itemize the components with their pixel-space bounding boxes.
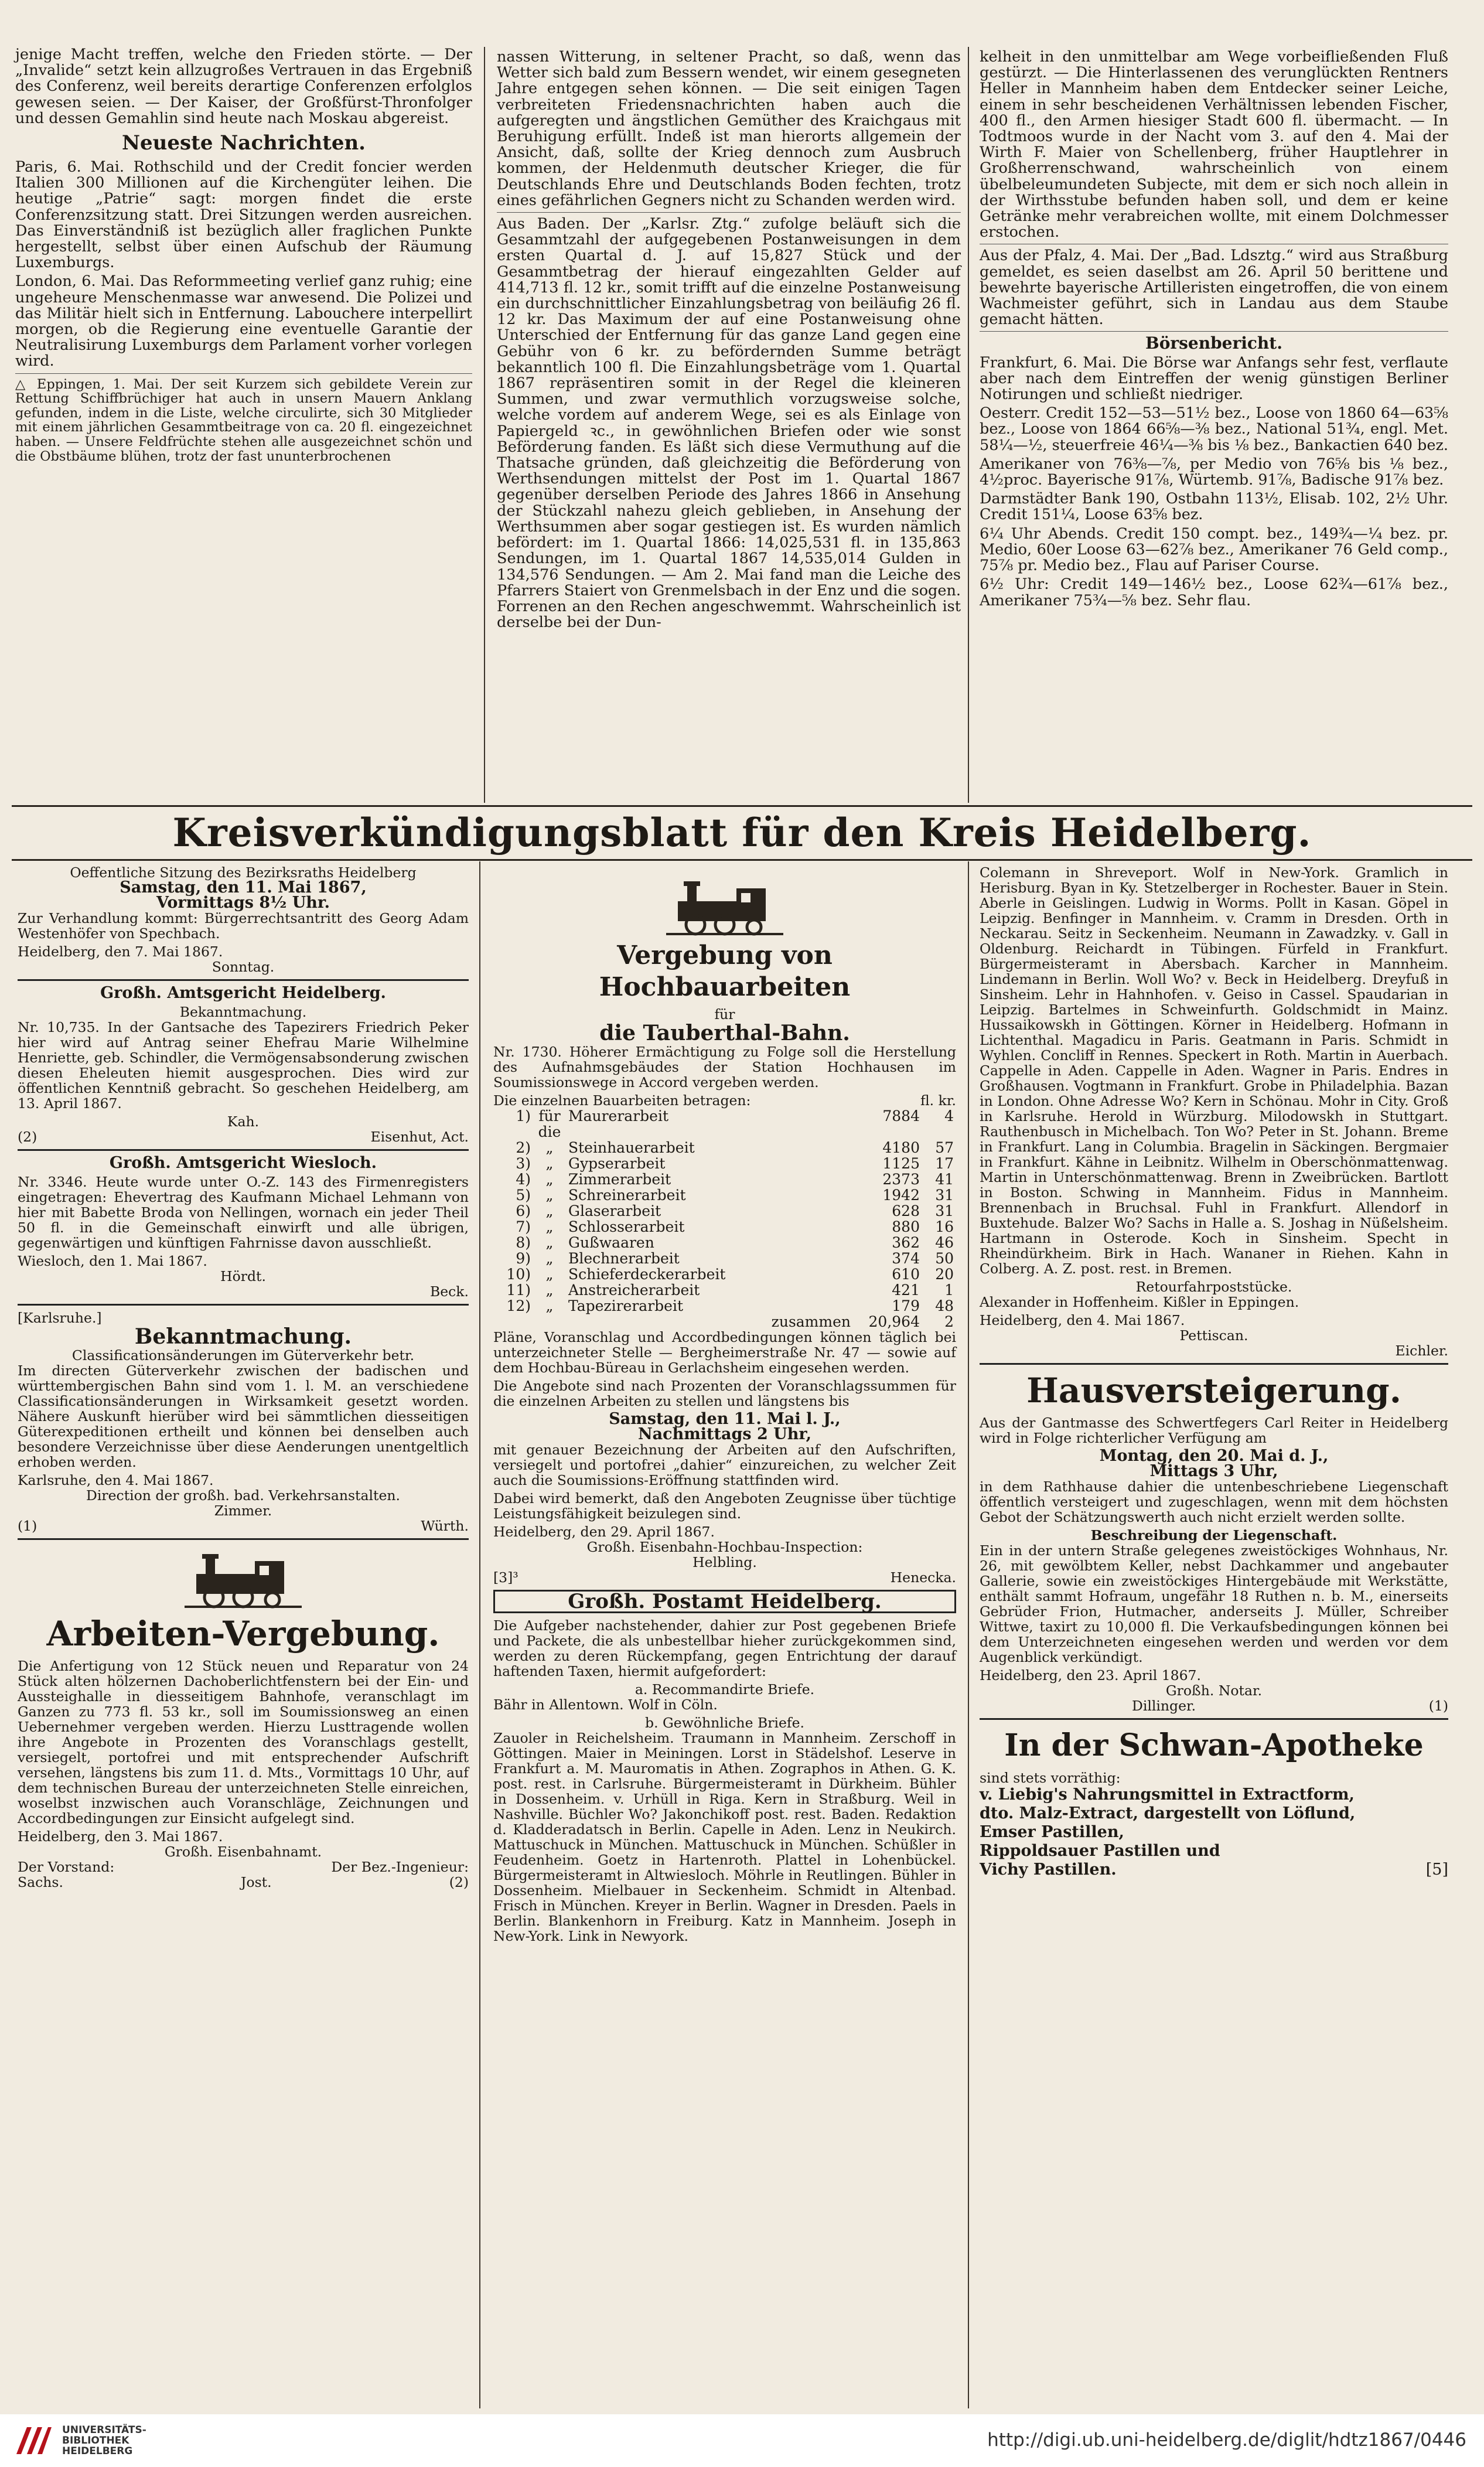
costs-cell-fl: 628 [892, 1202, 920, 1219]
costs-cell-fl: 374 [892, 1250, 920, 1267]
costs-cell-s: „ [545, 1297, 554, 1314]
notice-line-2: Samstag, den 11. Mai 1867, [120, 878, 367, 897]
notice-body: Nr. 3346. Heute wurde unter O.-Z. 143 des Firmenregisters eingetragen: Ehevertrag des Kaufmann Michael Lehmann von hier mit Babette Broda von Nellingen, wornach ein jeder Theil 50 fl. in die Gemeinschaft einwirft und alle übrigen, gegenwärtigen und künftigen Fahrnisse davon ausschließt. [18, 1174, 469, 1251]
costs-cell-n: 10) [506, 1266, 531, 1283]
auction-time: Mittags 3 Uhr, [1149, 1462, 1278, 1480]
costs-cell-s: „ [545, 1187, 554, 1204]
divider [18, 979, 469, 981]
costs-cell-n: 12) [506, 1297, 531, 1314]
hochbau-intro: Nr. 1730. Höherer Ermächtigung zu Folge soll die Herstellung des Aufnahmsgebäudes der Station Hochhausen im Soumissionswege in Accord vergeben werden. [493, 1044, 956, 1091]
costs-cell-fl: 610 [892, 1266, 920, 1283]
notice-date: Karlsruhe, den 4. Mai 1867. [18, 1472, 214, 1488]
costs-row [493, 1187, 956, 1203]
notice-signature: Kah. [227, 1113, 260, 1130]
locomotive-icon [185, 1545, 302, 1609]
divider [15, 373, 472, 374]
notice-amtsgericht-heidelberg [18, 986, 469, 1144]
costs-cell-kr: 50 [935, 1250, 954, 1267]
notice-body: Im directen Güterverkehr zwischen der badischen und württembergischen Bahn sind vom 1. l. M. an verschiedene Classificationsänderungen in Wirksamkeit gesetzt worden. Nähere Auskunft hierüber wird bei sämmtlichen diesseitigen Güterexpeditionen ertheilt und können bei denselben auch besondere Verzeichnisse über diese Aenderungen unentgeltlich erhoben werden. [18, 1362, 469, 1470]
costs-cell-label: Tapezirerarbeit [568, 1297, 683, 1314]
costs-cell-label: Gußwaaren [568, 1234, 654, 1251]
top-column-3 [980, 49, 1448, 612]
library-name [62, 2425, 146, 2456]
costs-cell-kr: 4 [944, 1108, 954, 1125]
notice-org: Großh. Eisenbahnamt. [164, 1844, 322, 1860]
costs-row [493, 1219, 956, 1235]
costs-cell-s: „ [545, 1218, 554, 1235]
notice-subtitle: Bekanntmachung. [179, 1004, 307, 1020]
news-eppingen: △ Eppingen, 1. Mai. Der seit Kurzem sich gebildete Verein zur Rettung Schiffbrüchiger hat auch in unsern Mauern Anklang gefunden, indem in die Liste, welche circulirte, sich 30 Mitglieder mit einem jährlichen Gesammtbeitrage von ca. 20 fl. eingezeichnet haben. — Unsere Feldfrüchte stehen alle ausgezeichnet schön und die Obstbäume blühen, trotz der fast ununterbrochenen [15, 376, 472, 464]
hochbau-title-for: für [714, 1006, 735, 1023]
notice-line-1: Oeffentliche Sitzung des Bezirksraths Heidelberg [70, 864, 417, 881]
news-heading: Neueste Nachrichten. [121, 131, 366, 155]
costs-heading: Die einzelnen Bauarbeiten betragen: [493, 1092, 751, 1109]
costs-row [493, 1203, 956, 1219]
costs-cell-fl: 4180 [882, 1139, 920, 1156]
costs-total-row [493, 1314, 956, 1330]
property-description: Ein in der untern Straße gelegenes zweistöckiges Wohnhaus, Nr. 26, mit gewölbtem Keller, nebst Dachkammer und angebauter Gallerie, sowie ein zweistöckiges Hintergebäude mit Werkstätte, enthält sammt Hofraum, ungefähr 18 Ruthen n. b. M., einerseits Gebrüder Frion, Hutmacher, anderseits J. Müller, Schreiber Wittwe, taxirt zu 10,000 fl. Die Verkaufsbedingungen können bei dem Unterzeichneten eingesehen werden und werden vor dem Augenblick verkündigt. [980, 1542, 1448, 1665]
hochbau-p1: Pläne, Voranschlag und Accordbedingungen können täglich bei unterzeichneter Stelle — Bergheimerstraße Nr. 47 — sowie auf dem Hochbau-Büreau in Gerlachsheim eingesehen werden. [493, 1329, 956, 1376]
costs-cell-fl: 179 [892, 1297, 920, 1314]
auction-date-2: Heidelberg, den 23. April 1867. [980, 1667, 1201, 1684]
notice-signature-2: Eisenhut, Act. [370, 1129, 469, 1145]
hochbau-p4: Dabei wird bemerkt, daß den Angeboten Zeugnisse über tüchtige Leistungsfähigkeit beizulegen sind. [493, 1490, 956, 1522]
stock-darmstaedter: Darmstädter Bank 190, Ostbahn 113½, Elisab. 102, 2½ Uhr. Credit 151¼, Loose 63⅝ bez. [980, 490, 1448, 524]
auction-p1: Aus der Gantmasse des Schwertfegers Carl Reiter in Heidelberg wird in Folge richterlicher Verfügung am [980, 1415, 1448, 1446]
notice-title: Großh. Amtsgericht Wiesloch. [109, 1154, 377, 1172]
apotheke-item: dto. Malz-Extract, dargestellt von Löflund, [980, 1804, 1356, 1822]
costs-cell-s: „ [545, 1266, 554, 1283]
stock-evening: 6¼ Uhr Abends. Credit 150 compt. bez., 149¾—¼ bez. pr. Medio, 60er Loose 63—62⅞ bez., Amerikaner 76 Geld comp., 75⅞ pr. Medio bez., Flau auf Pariser Course. [980, 524, 1448, 575]
costs-cell-kr: 31 [935, 1187, 954, 1204]
costs-cell-kr: 48 [935, 1297, 954, 1314]
divider [980, 1363, 1448, 1365]
notice-signature-2: Beck. [429, 1283, 469, 1300]
column-rule [479, 861, 480, 2408]
post-signature-2: Eichler. [1395, 1342, 1448, 1359]
left-column [18, 865, 469, 1890]
postamt-section-b-text: Zauoler in Reichelsheim. Traumann in Mannheim. Zerschoff in Göttingen. Maier in Meiningen. Lorst in Städelshof. Leserve in Frankfurt a. M. Mauromatis in Athen. Zographos in Athen. G. K. post. rest. in Carlsruhe. Bürgermeisteramt in Dürkheim. Bühler in Dossenheim. v. Urhüll in Riga. Kern in Straßburg. Weil in Nashville. Büchler Wo? Jakonchikoff post. rest. Baden. Redaktion d. Kladderadatsch in Berlin. Capelle in Aden. Lenz in Neukirch. Mattuschuck in München. Mattuschuck in München. Schüßler in Feudenheim. Goetz in Hartenroth. Plattel in Lohenbückel. Bürgermeisteramt in Altwiesloch. Möhrle in Reutlingen. Bühler in Dossenheim. Mielbauer in Seckenheim. Schmidt in Altenbad. Frisch in München. Kreyer in Berlin. Wagner in Dresden. Paels in Berlin. Blankenhorn in Freiburg. Katz in Mannheim. Joseph in New-York. Link in Newyork. [493, 1730, 956, 1944]
costs-cell-fl: 421 [892, 1282, 920, 1299]
stock-amerikaner: Amerikaner von 76⅜—⅞, per Medio von 76⅝ bis ⅛ bez., 4½proc. Bayerische 91⅞, Würtemb. 91⅞, Badische 91⅞ bez. [980, 455, 1448, 489]
costs-cell-n: 6) [516, 1202, 531, 1219]
notice-body: Nr. 10,735. In der Gantsache des Tapezirers Friedrich Peker hier wird auf Antrag seiner Ehefrau Marie Wilhelmine Henriette, geb. Schindler, die Vermögensabsonderung zwischen diesen Eheleuten hiemit ausgesprochen. Dies wird zur öffentlichen Kenntniß gebracht. So geschehen Heidelberg, am 13. April 1867. [18, 1019, 469, 1112]
library-name-line-1: UNIVERSITÄTS- [62, 2424, 146, 2436]
costs-cell-label: Schlosserarbeit [568, 1218, 685, 1235]
apotheke-item: Rippoldsauer Pastillen und [980, 1842, 1220, 1860]
middle-column [493, 868, 956, 1947]
divider [18, 1538, 469, 1540]
notice-tag: [Karlsruhe.] [18, 1310, 102, 1326]
hochbau-title-line: die Tauberthal-Bahn. [599, 1021, 850, 1045]
hochbau-signature-2: Henecka. [890, 1569, 956, 1586]
costs-cell-n: 4) [516, 1171, 531, 1188]
hochbau-org: Großh. Eisenbahn-Hochbau-Inspection: [586, 1539, 863, 1555]
divider [497, 212, 961, 213]
costs-cell-label: Gypserarbeit [568, 1155, 666, 1172]
notice-karlsruhe [18, 1310, 469, 1534]
costs-cell-s: „ [545, 1139, 554, 1156]
costs-total-kr: 2 [944, 1313, 954, 1330]
apotheke-item: Emser Pastillen, [980, 1823, 1124, 1841]
costs-cell-fl: 2373 [882, 1171, 920, 1188]
costs-cell-kr: 16 [935, 1218, 954, 1235]
notice-subtitle: Classificationsänderungen im Güterverkehr betr. [71, 1347, 415, 1364]
costs-row [493, 1282, 956, 1298]
news-baden: Aus Baden. Der „Karlsr. Ztg.“ zufolge beläuft sich die Gesammtzahl der aufgegebenen Postanweisungen in dem ersten Quartal d. J. auf 15,827 Stück und der Gesammtbetrag der hierauf eingezahlten Gelder auf 414,713 fl. 12 kr., somit trifft auf die einzelne Postanweisung ein durchschnittlicher Einzahlungsbetrag von beiläufig 26 fl. 12 kr. Das Maximum der auf eine Postanweisung ohne Unterschied der Entfernung für das ganze Land gegen eine Gebühr von 6 kr. zu befördernden Summe beträgt bekanntlich 100 fl. Die Einzahlungsbeträge vom 1. Quartal 1867 repräsentiren somit in der Regel die kleineren Summen, und zwar vermuthlich vorzugsweise solche, welche vordem auf anderem Wege, sei es als Einlage von Papiergeld ꝛc., in gewöhnlichen Briefen oder wie sonst Beförderung fanden. Es läßt sich diese Vermuthung auf die Thatsache gründen, daß gleichzeitig die Beförderung von Werthsendungen mittelst der Post im 1. Quartal 1867 gegenüber derselben Periode des Jahres 1866 in Ansehung der Stückzahl nahezu gleich geblieben, in Ansehung der Werthsummen aber sogar gestiegen ist. Es wurden nämlich befördert: im 1. Quartal 1866: 14,025,531 fl. in 135,863 Sendungen, im 1. Quartal 1867 14,535,014 Gulden in 134,576 Sendungen. — Am 2. Mai fand man die Leiche des Pfarrers Staiert von Grenmelsbach in der Enz und die sogen. Forrenen an den Rechen angeschwemmt. Wahrscheinlich ist derselbe bei der Dun- [497, 215, 961, 632]
costs-table [493, 1108, 956, 1330]
notice-bezirksrath [18, 865, 469, 974]
news-paris: Paris, 6. Mai. Rothschild und der Credit foncier werden Italien 300 Millionen auf die Kirchengüter leihen. Die heutige „Patrie“ sagt: morgen findet die erste Conferenzsitzung statt. Drei Sitzungen werden ausreichen. Das Einverständniß ist bezüglich aller fraglichen Punkte hergestellt, selbst über einen Aufschub der Räumung Luxemburgs. [15, 158, 472, 272]
costs-cell-s: „ [545, 1282, 554, 1299]
hochbau-title: Vergebung von Hochbauarbeiten [599, 941, 851, 1002]
top-col1-lead: jenige Macht treffen, welche den Frieden störte. — Der „Invalide“ setzt kein allzugroßes Vertrauen in das Ergebniß des Conferenz, weil bereits derartige Conferenzen erfolglos gewesen seien. — Der Kaiser, der Großfürst-Thronfolger und dessen Gemahlin sind heute nach Moskau abgereist. [15, 46, 472, 127]
banner-rule-top [12, 805, 1472, 807]
divider [18, 1304, 469, 1306]
costs-cell-s: für die [538, 1108, 561, 1140]
notice-label-2: Der Bez.-Ingenieur: [331, 1859, 469, 1875]
costs-cell-n: 11) [506, 1282, 531, 1299]
costs-cell-kr: 31 [935, 1202, 954, 1219]
notice-number: (1) [18, 1518, 37, 1534]
costs-row [493, 1108, 956, 1140]
notice-title: Arbeiten-Vergebung. [46, 1614, 440, 1654]
costs-cell-s: „ [545, 1250, 554, 1267]
stock-oesterr: Oesterr. Credit 152—53—51½ bez., Loose von 1860 64—63⅝ bez., Loose von 1864 66⅝—⅜ bez., National 51¾, engl. Met. 58¼—½, steuerfreie 46¼—⅜ bis ⅛ bez., Bankactien 640 bez. [980, 404, 1448, 454]
notice-org: Direction der großh. bad. Verkehrsanstalten. [86, 1487, 400, 1504]
retour-heading: Retourfahrpoststücke. [1135, 1279, 1292, 1295]
costs-cell-fl: 7884 [882, 1108, 920, 1125]
library-logo-icon [14, 2425, 53, 2455]
divider [18, 1149, 469, 1151]
costs-row [493, 1250, 956, 1266]
retour-text: Alexander in Hoffenheim. Kißler in Eppingen. [980, 1294, 1299, 1310]
costs-cell-s: „ [545, 1155, 554, 1172]
post-signature: Pettiscan. [1179, 1327, 1248, 1344]
costs-cell-n: 2) [516, 1139, 531, 1156]
hochbau-signature: Helbling. [692, 1554, 757, 1570]
costs-row [493, 1266, 956, 1282]
notice-date: Heidelberg, den 7. Mai 1867. [18, 943, 223, 960]
costs-cell-fl: 1125 [882, 1155, 920, 1172]
notice-signature: Zimmer. [214, 1502, 272, 1519]
column-rule [484, 47, 485, 803]
stock-frankfurt: Frankfurt, 6. Mai. Die Börse war Anfangs sehr fest, verflaute aber nach dem Eintreffen der wenig günstigen Berliner Notirungen und schließt niedriger. [980, 353, 1448, 404]
costs-row [493, 1171, 956, 1187]
notice-arbeiten-vergebung [18, 1545, 469, 1890]
costs-cell-label: Blechnerarbeit [568, 1250, 680, 1267]
divider [980, 1718, 1448, 1720]
auction-number: (1) [1428, 1698, 1448, 1714]
notice-signature-2: Würth. [421, 1518, 469, 1534]
notice-amtsgericht-wiesloch [18, 1156, 469, 1299]
costs-cell-n: 9) [516, 1250, 531, 1267]
notice-title: Bekanntmachung. [134, 1324, 352, 1349]
column-rule [968, 861, 969, 2408]
costs-cell-fl: 362 [892, 1234, 920, 1251]
costs-cell-s: „ [545, 1202, 554, 1219]
costs-cell-kr: 41 [935, 1171, 954, 1188]
costs-cell-kr: 46 [935, 1234, 954, 1251]
hochbau-deadline-time: Nachmittags 2 Uhr, [637, 1425, 811, 1443]
costs-cell-kr: 1 [944, 1282, 954, 1299]
hochbau-p3: mit genauer Bezeichnung der Arbeiten auf den Aufschriften, versiegelt und portofrei „dahier“ einzureichen, zu welcher Zeit auch die Soumissions-Eröffnung stattfinden wird. [493, 1442, 956, 1488]
costs-row [493, 1156, 956, 1171]
apotheke-intro: sind stets vorräthig: [980, 1770, 1121, 1786]
auction-title: Hausversteigerung. [1026, 1371, 1401, 1410]
section-banner: Kreisverkündigungsblatt für den Kreis Heidelberg. [172, 810, 1312, 856]
divider [980, 331, 1448, 332]
costs-cell-n: 3) [516, 1155, 531, 1172]
hochbau-number: [3]³ [493, 1569, 518, 1586]
letters-list: Colemann in Shreveport. Wolf in New-York. Gramlich in Herisburg. Byan in Ky. Stetzelberger in Rochester. Bauer in Stein. Aberle in Geislingen. Ludwig in Worms. Pollt in Kasan. Göpel in Leipzig. Benfinger in Mannheim. v. Cramm in Dresden. Orth in Neckarau. Seitz in Seckenheim. Neumann in Zawadzky. v. Gall in Oldenburg. Reichardt in Tübingen. Fürfeld in Frankfurt. Bürgermeisteramt in Abersbach. Karcher in Mannheim. Lindemann in Berlin. Woll Wo? v. Beck in Heidelberg. Dreyfuß in Sinsheim. Lehr in Hahnhofen. v. Geiso in Cassel. Spaudarian in Leipzig. Bartelmes in Schweinfurth. Goldschmidt in Mainz. Hussaikowskh in Göttingen. Körner in Heidelberg. Hofmann in Lichtenthal. Magadicu in Paris. Geatmann in Paris. Schmidt in Wyhlen. Concliff in Rennes. Speckert in Roth. Martin in Auerbach. Cappelle in Aden. Cappelle in Aden. Wagner in Paris. Endres in Großhausen. Vogtmann in Frankfurt. Grobe in Philadelphia. Bazan in London. Ohne Adresse Wo? Kern in Schönau. Mohr in City. Groß in Karlsruhe. Herold in Würzburg. Milodowskh in Stuttgart. Rauthenbusch in Michelbach. Ton Wo? Peter in St. Johann. Breme in Frankfurt. Lang in Columbia. Bragelin in Säckingen. Bergmaier in Frankfurt. Kähne in Leibnitz. Wilhelm in Oberschönmattenwag. Martin in Unterschönmattenwag. Brenn in Zweibrücken. Bartlott in Boston. Schwing in Mannheim. Fidus in Mannheim. Brennenbach in Bruchsal. Fuhl in Frankfurt. Allendorf in Buxtehude. Balzer Wo? Sachs in Halle a. S. Joshag in Nüßelsheim. Hartmann in Osterode. Koch in Sinsheim. Specht in Rheindürkheim. Birk in Hach. Wananer in Riehen. Kahn in Colberg. A. Z. post. rest. in Bremen. [980, 864, 1448, 1277]
right-column [980, 865, 1448, 1879]
costs-unit-kr: kr. [938, 1092, 956, 1109]
stock-close: 6½ Uhr: Credit 149—146½ bez., Loose 62¾—61⅞ bez., Amerikaner 75¾—⅝ bez. Sehr flau. [980, 575, 1448, 609]
banner-rule-bottom [12, 859, 1472, 861]
notice-title: Großh. Amtsgericht Heidelberg. [100, 984, 386, 1002]
notice-body: Die Anfertigung von 12 Stück neuen und Reparatur von 24 Stück alten hölzernen Dachoberlichtfenstern bei der Ein- und Aussteighalle in diesseitigem Bahnhofe, veranschlagt im Ganzen zu 773 fl. 53 kr., soll im Soumissionsweg an einen Uebernehmer vergeben werden. Hierzu Lusttragende wollen ihre Angebote in Prozenten des Voranschlags gestellt, versiegelt, portofrei und mit entsprechender Aufschrift versehen, längstens bis zum 11. d. Mts., Vormittags 10 Uhr, auf dem technischen Bureau der unterzeichneten Stelle einreichen, woselbst inzwischen auch Voranschläge, Zeichnungen und Accordbedingungen zur Einsicht aufgelegt sind. [18, 1658, 469, 1827]
library-name-line-3: HEIDELBERG [62, 2445, 133, 2457]
hochbau-date: Heidelberg, den 29. April 1867. [493, 1524, 715, 1540]
costs-unit-fl: fl. [920, 1092, 934, 1109]
apotheke-title: In der Schwan-Apotheke [1004, 1727, 1424, 1763]
costs-cell-fl: 880 [892, 1218, 920, 1235]
apotheke-item: Vichy Pastillen. [980, 1861, 1117, 1879]
auction-org: Großh. Notar. [1165, 1682, 1263, 1699]
costs-cell-label: Glaserarbeit [568, 1202, 661, 1219]
notice-date: Wiesloch, den 1. Mai 1867. [18, 1253, 207, 1269]
postamt-section-b: b. Gewöhnliche Briefe. [645, 1715, 804, 1731]
notice-body: Zur Verhandlung kommt: Bürgerrechtsantritt des Georg Adam Westenhöfer von Spechbach. [18, 910, 469, 942]
costs-row [493, 1140, 956, 1156]
costs-cell-kr: 57 [935, 1139, 954, 1156]
stock-report-heading: Börsenbericht. [1145, 333, 1282, 353]
notice-line-3: Vormittags 8½ Uhr. [156, 894, 330, 912]
top-column-2 [497, 49, 961, 633]
news-london: London, 6. Mai. Das Reformmeeting verlief ganz ruhig; eine ungeheure Menschenmasse war anwesend. Die Polizei und das Militär hielt sich in Entfernung. Labouchere interpellirt morgen, ob die Regierung eine eventuelle Garantie der Neutralisirung Luxemburgs dem Parlament vorher vorlegen wird. [15, 272, 472, 370]
hochbau-p2: Die Angebote sind nach Prozenten der Voranschlagssummen für die einzelnen Arbeiten zu stellen und längstens bis [493, 1378, 956, 1409]
top-col2-weather: nassen Witterung, in seltener Pracht, so daß, wenn das Wetter sich bald zum Bessern wendet, wir einem gesegneten Jahre entgegen sehen können. — Die seit einigen Tagen verbreiteten Friedensnachrichten haben auch die aufgeregten und ängstlichen Gemüther des Kraichgaus mit Beruhigung erfüllt. Indeß ist man hierorts allgemein der Ansicht, daß, sollte der Krieg dennoch zum Ausbruch kommen, der Heldenmuth deutscher Krieger, die für Deutschlands Ehre und Deutschlands Boden fechten, trotz eines gefährlichen Gegners nicht zu Schanden werden wird. [497, 48, 961, 209]
postamt-section-a-text: Bähr in Allentown. Wolf in Cöln. [493, 1696, 718, 1713]
locomotive-icon [666, 872, 783, 936]
auction-signature: Dillinger. [1132, 1698, 1196, 1714]
library-name-line-2: BIBLIOTHEK [62, 2435, 129, 2446]
notice-number: (2) [18, 1129, 37, 1145]
costs-cell-kr: 20 [935, 1266, 954, 1283]
hochbau-deadline: Samstag, den 11. Mai l. J., [609, 1410, 841, 1428]
costs-cell-n: 1) [516, 1108, 531, 1125]
costs-total-label: zusammen [771, 1313, 851, 1330]
costs-cell-label: Steinhauerarbeit [568, 1139, 695, 1156]
notice-signature: Sachs. [18, 1874, 63, 1890]
top-column-1 [15, 47, 472, 466]
costs-cell-fl: 1942 [882, 1187, 920, 1204]
column-rule [968, 47, 969, 803]
notice-signature: Hördt. [220, 1268, 266, 1284]
costs-cell-label: Schreinerarbeit [568, 1187, 686, 1204]
notice-signature-2: Jost. [241, 1874, 272, 1890]
costs-row [493, 1298, 956, 1314]
costs-cell-label: Maurerarbeit [568, 1108, 668, 1125]
costs-row [493, 1235, 956, 1250]
apotheke-item: v. Liebig's Nahrungsmittel in Extractform, [980, 1785, 1355, 1804]
costs-cell-label: Zimmerarbeit [568, 1171, 671, 1188]
auction-p2: in dem Rathhause dahier die untenbeschriebene Liegenschaft öffentlich versteigert und zugeschlagen, wenn mit dem höchsten Gebot der Schätzungswerth auch nicht erzielt werden sollte. [980, 1478, 1448, 1525]
apotheke-number: [5] [1425, 1861, 1448, 1879]
costs-cell-label: Anstreicherarbeit [568, 1282, 700, 1299]
top-col3-text: kelheit in den unmittelbar am Wege vorbeifließenden Fluß gestürzt. — Die Hinterlassenen des verunglückten Rentners Heller in Mannheim haben dem Entdecker seiner Leiche, einem in sehr bescheidenen Verhältnissen lebenden Fischer, 400 fl., den Armen hiesiger Stadt 600 fl. übermacht. — In Todtmoos wurde in der Nacht vom 3. auf den 4. Mai der Wirth F. Maier von Schellenberg, früher Hauptlehrer in Großherrenschwand, wahrscheinlich von einem übelbeleumundeten Subjecte, mit dem er sich noch allein in der Wirthsstube befunden haben soll, und dem er keine Getränke mehr verabreichen wollte, mit einem Dolchmesser erstochen. [980, 48, 1448, 241]
costs-cell-n: 8) [516, 1234, 531, 1251]
notice-signature: Sonntag. [211, 959, 275, 975]
news-pfalz: Aus der Pfalz, 4. Mai. Der „Bad. Ldsztg.“ wird aus Straßburg gemeldet, es seien daselbst am 26. April 50 berittene und bewehrte bayerische Artilleristen eingetroffen, die von einem Wachmeister geführt, sich in Landau aus dem Staube gemacht hätten. [980, 247, 1448, 329]
postamt-section-a: a. Recommandirte Briefe. [634, 1681, 815, 1698]
notice-date: Heidelberg, den 3. Mai 1867. [18, 1828, 223, 1845]
costs-cell-s: „ [545, 1171, 554, 1188]
costs-cell-n: 5) [516, 1187, 531, 1204]
notice-number: (2) [449, 1874, 469, 1890]
costs-cell-n: 7) [516, 1218, 531, 1235]
notice-label-1: Der Vorstand: [18, 1859, 115, 1875]
costs-cell-kr: 17 [935, 1155, 954, 1172]
postamt-title: Großh. Postamt Heidelberg. [493, 1590, 956, 1613]
costs-total-fl: 20,964 [868, 1313, 920, 1330]
post-date: Heidelberg, den 4. Mai 1867. [980, 1312, 1185, 1328]
costs-cell-label: Schieferdeckerarbeit [568, 1266, 726, 1283]
property-heading: Beschreibung der Liegenschaft. [1090, 1527, 1338, 1543]
permalink-url[interactable]: http://digi.ub.uni-heidelberg.de/diglit/hdtz1867/0446 [987, 2429, 1466, 2451]
postamt-intro: Die Aufgeber nachstehender, dahier zur Post gegebenen Briefe und Packete, die als unbestellbar hieher zurückgekommen sind, werden zu deren Rückempfang, gegen Entrichtung der darauf haftenden Taxen, hiermit aufgefordert: [493, 1617, 956, 1679]
costs-cell-s: „ [545, 1234, 554, 1251]
auction-date: Montag, den 20. Mai d. J., [1099, 1447, 1329, 1465]
